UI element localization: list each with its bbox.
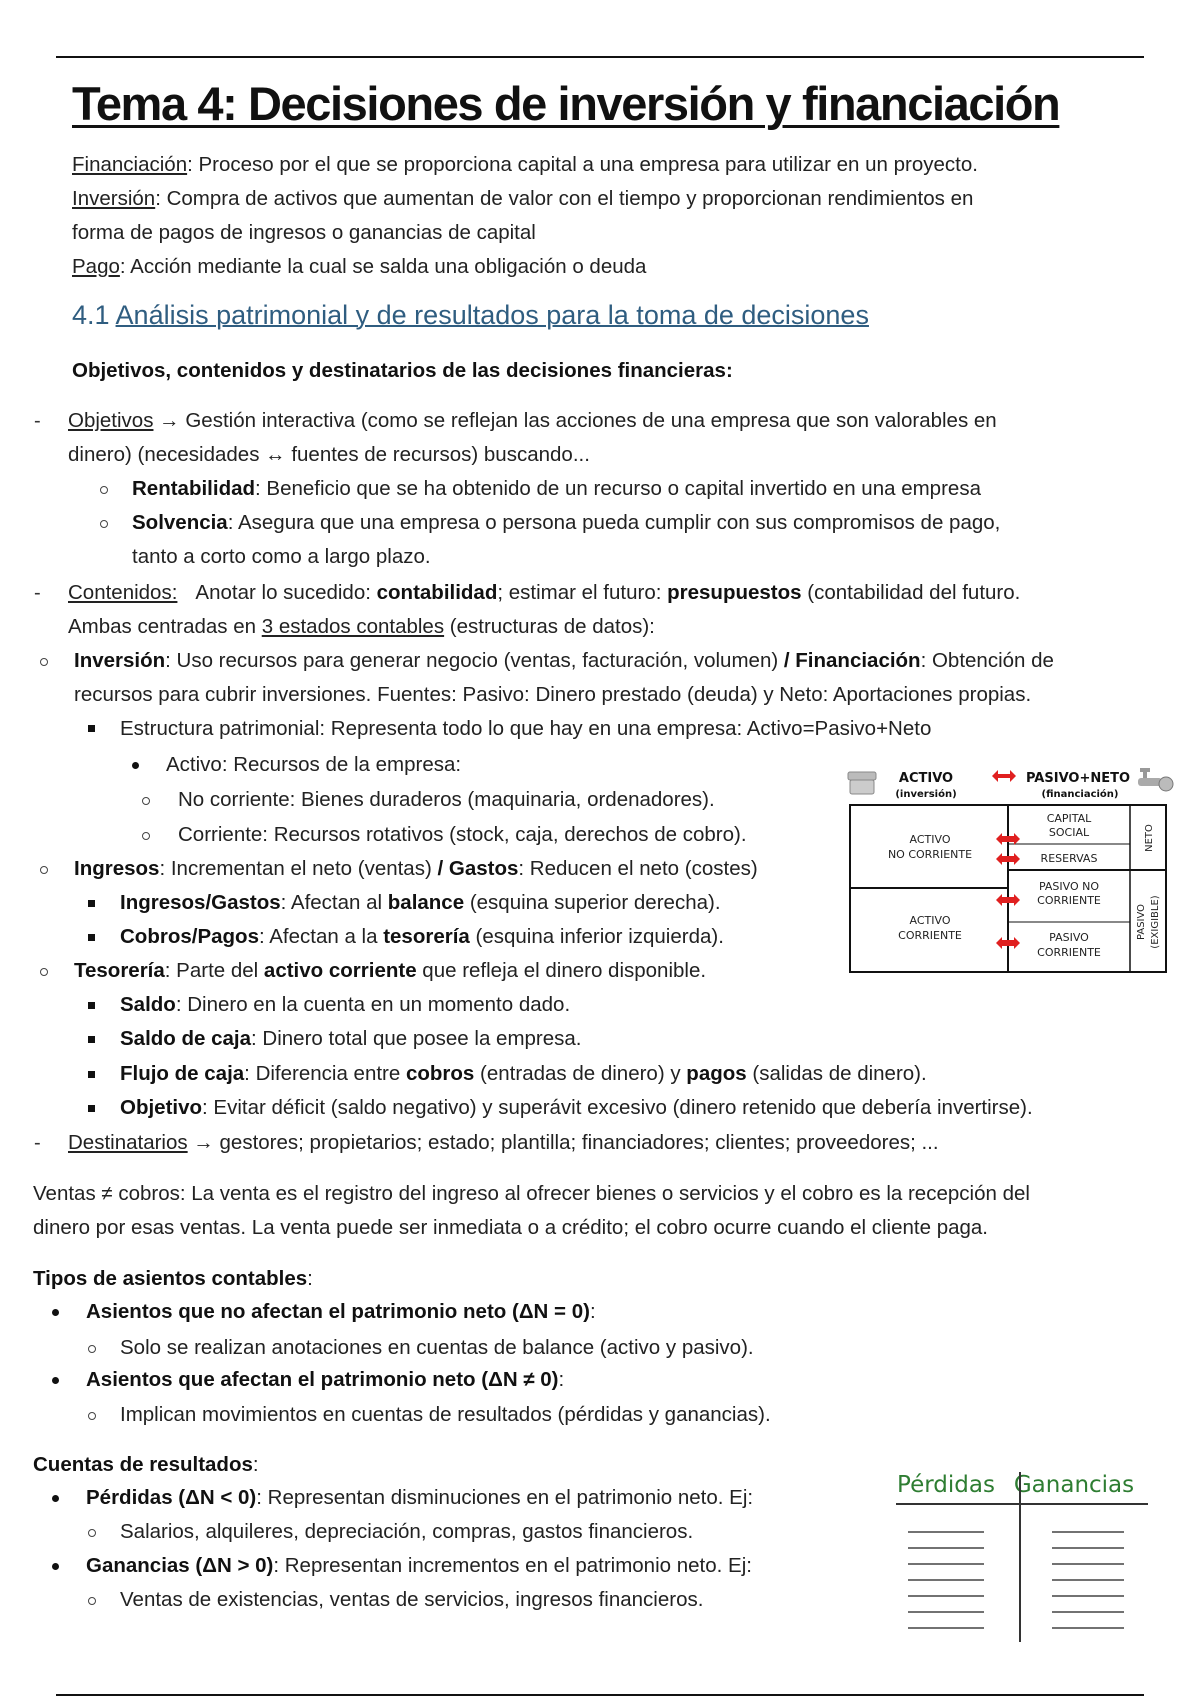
inversion-text: : Uso recursos para generar negocio (ventas, facturación, volumen)	[165, 649, 784, 672]
capital-1: CAPITAL	[1046, 812, 1092, 825]
contenidos-e: (contabilidad del futuro.	[801, 581, 1021, 604]
square-bullet	[88, 1002, 95, 1009]
balance-diagram	[840, 760, 1180, 976]
rentabilidad-text: : Beneficio que se ha obtenido de un recurso o capital invertido en una empresa	[255, 477, 981, 500]
resultados-colon: :	[252, 1453, 259, 1476]
ganancias-term: Ganancias (ΔN > 0)	[86, 1554, 274, 1577]
square-bullet	[88, 1105, 95, 1112]
ganancias-sub: Ventas de existencias, ventas de servicios, ingresos financieros.	[120, 1588, 704, 1611]
objetivos-label: Objetivos	[68, 409, 154, 432]
asientos-heading-text: Tipos de asientos contables	[33, 1267, 308, 1290]
ventas-line1: Ventas ≠ cobros: La venta es el registro del ingreso al ofrecer bienes o servicios y el cobro es la recepción del	[33, 1182, 1030, 1205]
circle-bullet	[88, 1412, 96, 1420]
asientos-colon: :	[589, 1300, 596, 1323]
circle-bullet	[142, 797, 150, 805]
def-text: : Proceso por el que se proporciona capital a una empresa para utilizar en un proyecto.	[187, 153, 978, 176]
solvencia-term: Solvencia	[132, 511, 228, 534]
pasivo-neto-header: PASIVO+NETO	[1025, 771, 1131, 786]
asientos-heading	[33, 1262, 313, 1296]
dot-bullet	[132, 762, 139, 769]
estructura-line: Estructura patrimonial: Representa todo lo que hay en una empresa: Activo=Pasivo+Neto	[120, 717, 932, 740]
activo-c-1: ACTIVO	[909, 914, 951, 927]
slash: /	[437, 857, 449, 880]
cp-text: : Afectan a la	[258, 925, 384, 948]
circle-bullet	[100, 520, 108, 528]
asientos-item2-sub: Implican movimientos en cuentas de resultados (pérdidas y ganancias).	[120, 1403, 771, 1426]
asientos-item1-sub: Solo se realizan anotaciones en cuentas de balance (activo y pasivo).	[120, 1336, 754, 1359]
contenidos-d: presupuestos	[667, 581, 802, 604]
pnc-1: PASIVO NO	[1038, 880, 1100, 893]
no-corriente-line: No corriente: Bienes duraderos (maquinaria, ordenadores).	[178, 788, 715, 811]
circle-bullet	[88, 1597, 96, 1605]
exigible-vertical: (EXIGIBLE)	[1150, 895, 1161, 949]
asientos-item1-text: Asientos que no afectan el patrimonio neto (ΔN = 0)	[86, 1300, 590, 1323]
perdidas-sub: Salarios, alquileres, depreciación, compras, gastos financieros.	[120, 1520, 694, 1543]
pc-1: PASIVO	[1049, 931, 1089, 944]
saldo-text: : Dinero en la cuenta en un momento dado.	[175, 993, 571, 1016]
flujo-b2: pagos	[686, 1062, 747, 1085]
tap-icon	[1138, 768, 1173, 791]
cp-rest: (esquina inferior izquierda).	[469, 925, 724, 948]
solvencia-line2: tanto a corto como a largo plazo.	[132, 545, 431, 568]
pasivo-sub: (financiación)	[1041, 789, 1119, 800]
contenidos-line2a: Ambas centradas en	[68, 615, 262, 638]
asientos-item2	[86, 1363, 564, 1397]
def-inversion-cont: forma de pagos de ingresos o ganancias de capital	[72, 221, 536, 244]
activo-header: ACTIVO	[898, 771, 954, 786]
cp-term: Cobros/Pagos	[120, 925, 259, 948]
inversion-term: Inversión	[74, 649, 166, 672]
perdidas-term: Pérdidas (ΔN < 0)	[86, 1486, 257, 1509]
perdidas-text: : Representan disminuciones en el patrimonio neto. Ej:	[256, 1486, 754, 1509]
def-term: Inversión	[72, 187, 156, 210]
resultados-heading-text: Cuentas de resultados	[33, 1453, 253, 1476]
contenidos-c: ; estimar el futuro:	[497, 581, 668, 604]
gastos-term: Gastos	[448, 857, 519, 880]
slash: /	[783, 649, 796, 672]
ig-text: : Afectan al	[280, 891, 388, 914]
def-text: : Acción mediante la cual se salda una obligación o deuda	[119, 255, 647, 278]
activo-line: Activo: Recursos de la empresa:	[166, 753, 462, 776]
double-arrow-icon	[992, 770, 1016, 782]
flujo-t2: (entradas de dinero) y	[474, 1062, 687, 1085]
def-term: Financiación	[72, 153, 188, 176]
asientos-colon: :	[307, 1267, 313, 1290]
flujo-b1: cobros	[405, 1062, 475, 1085]
top-rule	[56, 56, 1144, 58]
chest-icon	[848, 772, 876, 794]
objetivos-text: → Gestión interactiva (como se reflejan las acciones de una empresa que son valorables en	[153, 409, 997, 432]
cp-bold: tesorería	[383, 925, 470, 948]
subheading	[72, 354, 733, 388]
caja-line	[120, 1022, 582, 1056]
tesoreria-bold: activo corriente	[263, 959, 417, 982]
objetivo-text: : Evitar déficit (saldo negativo) y superávit excesivo (dinero retenido que debería invertirse).	[202, 1096, 1033, 1119]
flujo-text: : Diferencia entre	[244, 1062, 406, 1085]
tesoreria-term: Tesorería	[74, 959, 165, 982]
caja-term: Saldo de caja	[120, 1027, 252, 1050]
destinatarios-line	[68, 1126, 939, 1160]
contenidos-b: contabilidad	[376, 581, 498, 604]
dot-bullet	[52, 1495, 59, 1502]
page-title: Tema 4: Decisiones de inversión y financiación	[72, 77, 1060, 130]
def-term: Pago	[72, 255, 120, 278]
solvencia-text: : Asegura que una empresa o persona pueda cumplir con sus compromisos de pago,	[227, 511, 1001, 534]
inversion-line2: recursos para cubrir inversiones. Fuentes: Pasivo: Dinero prestado (deuda) y Neto: Aportaciones propias.	[74, 683, 1032, 706]
perdidas-line	[86, 1481, 753, 1515]
circle-bullet	[88, 1345, 96, 1353]
flujo-term: Flujo de caja	[120, 1062, 245, 1085]
pc-2: CORRIENTE	[1037, 946, 1101, 959]
square-bullet	[88, 725, 95, 732]
destinatarios-label: Destinatarios	[68, 1131, 188, 1154]
square-bullet	[88, 900, 95, 907]
objetivo-line	[120, 1091, 1033, 1125]
circle-bullet	[100, 486, 108, 494]
ig-line	[120, 886, 721, 920]
def-inversion	[72, 182, 973, 216]
ingresos-text: : Incrementan el neto (ventas)	[159, 857, 438, 880]
section-number: 4.1	[72, 300, 116, 330]
pasivo-vertical: PASIVO	[1136, 903, 1147, 941]
t-account-lines	[908, 1532, 1124, 1628]
def-financiacion	[72, 148, 978, 182]
objetivos-line1	[68, 404, 997, 438]
destinatarios-text: → gestores; propietarios; estado; plantilla; financiadores; clientes; proveedores; ...	[187, 1131, 939, 1154]
contenidos-a: Anotar lo sucedido:	[195, 581, 377, 604]
t-account-right-label: Ganancias	[1013, 1472, 1135, 1498]
contenidos-line2	[68, 610, 655, 644]
solvencia-line	[132, 506, 1000, 540]
circle-bullet	[142, 832, 150, 840]
financiacion-text: : Obtención de	[920, 649, 1054, 672]
dash-marker: -	[34, 1132, 41, 1154]
circle-bullet	[40, 968, 48, 976]
subheading-text: Objetivos, contenidos y destinatarios de las decisiones financieras:	[72, 359, 733, 382]
ventas-line2: dinero por esas ventas. La venta puede ser inmediata o a crédito; el cobro ocurre cuando el cliente paga.	[33, 1216, 988, 1239]
square-bullet	[88, 1036, 95, 1043]
tesoreria-text: : Parte del	[164, 959, 264, 982]
resultados-heading	[33, 1448, 259, 1482]
flujo-t3: (salidas de dinero).	[746, 1062, 927, 1085]
square-bullet	[88, 1071, 95, 1078]
ingresos-line	[74, 852, 758, 886]
cp-line	[120, 920, 724, 954]
pnc-2: CORRIENTE	[1037, 894, 1101, 907]
activo-nc-1: ACTIVO	[909, 833, 951, 846]
corriente-line: Corriente: Recursos rotativos (stock, caja, derechos de cobro).	[178, 823, 747, 846]
dot-bullet	[52, 1563, 59, 1570]
asientos-item1	[86, 1295, 596, 1329]
dot-bullet	[52, 1309, 59, 1316]
flujo-line	[120, 1057, 927, 1091]
ganancias-line	[86, 1549, 752, 1583]
capital-2: SOCIAL	[1048, 826, 1090, 839]
t-account-left-label: Pérdidas	[897, 1472, 995, 1498]
circle-bullet	[40, 866, 48, 874]
inversion-line	[74, 644, 1054, 678]
activo-nc-2: NO CORRIENTE	[887, 848, 973, 861]
ig-bold: balance	[387, 891, 465, 914]
ig-term: Ingresos/Gastos	[120, 891, 281, 914]
asientos-colon: :	[558, 1368, 565, 1391]
t-account-diagram	[884, 1464, 1154, 1644]
neto-vertical: NETO	[1144, 824, 1155, 852]
financiacion-term: Financiación	[795, 649, 921, 672]
ingresos-term: Ingresos	[74, 857, 160, 880]
gastos-text: : Reducen el neto (costes)	[518, 857, 758, 880]
circle-bullet	[88, 1529, 96, 1537]
def-text: : Compra de activos que aumentan de valor con el tiempo y proporcionan rendimientos en	[155, 187, 974, 210]
rentabilidad-term: Rentabilidad	[132, 477, 256, 500]
reservas: RESERVAS	[1040, 852, 1098, 865]
tesoreria-line	[74, 954, 706, 988]
contenidos-line2b: 3 estados contables	[261, 615, 445, 638]
section-heading	[72, 300, 869, 331]
square-bullet	[88, 934, 95, 941]
asientos-item2-text: Asientos que afectan el patrimonio neto (ΔN ≠ 0)	[86, 1368, 559, 1391]
dash-marker: -	[34, 582, 41, 604]
objetivos-line2: dinero) (necesidades ↔ fuentes de recursos) buscando...	[68, 443, 590, 466]
saldo-line	[120, 988, 570, 1022]
ganancias-text: : Representan incrementos en el patrimonio neto. Ej:	[273, 1554, 752, 1577]
caja-text: : Dinero total que posee la empresa.	[251, 1027, 582, 1050]
activo-c-2: CORRIENTE	[898, 929, 962, 942]
contenidos-line1	[68, 576, 1020, 610]
bottom-rule	[56, 1694, 1144, 1696]
objetivo-term: Objetivo	[120, 1096, 203, 1119]
contenidos-label: Contenidos:	[68, 581, 178, 604]
def-pago	[72, 250, 646, 284]
ig-rest: (esquina superior derecha).	[464, 891, 721, 914]
tesoreria-rest: que refleja el dinero disponible.	[416, 959, 707, 982]
activo-sub: (inversión)	[895, 789, 957, 800]
dot-bullet	[52, 1377, 59, 1384]
section-title: Análisis patrimonial y de resultados para la toma de decisiones	[115, 300, 869, 330]
contenidos-line2c: (estructuras de datos):	[444, 615, 655, 638]
rentabilidad-line	[132, 472, 981, 506]
circle-bullet	[40, 658, 48, 666]
saldo-term: Saldo	[120, 993, 176, 1016]
dash-marker: -	[34, 410, 41, 432]
